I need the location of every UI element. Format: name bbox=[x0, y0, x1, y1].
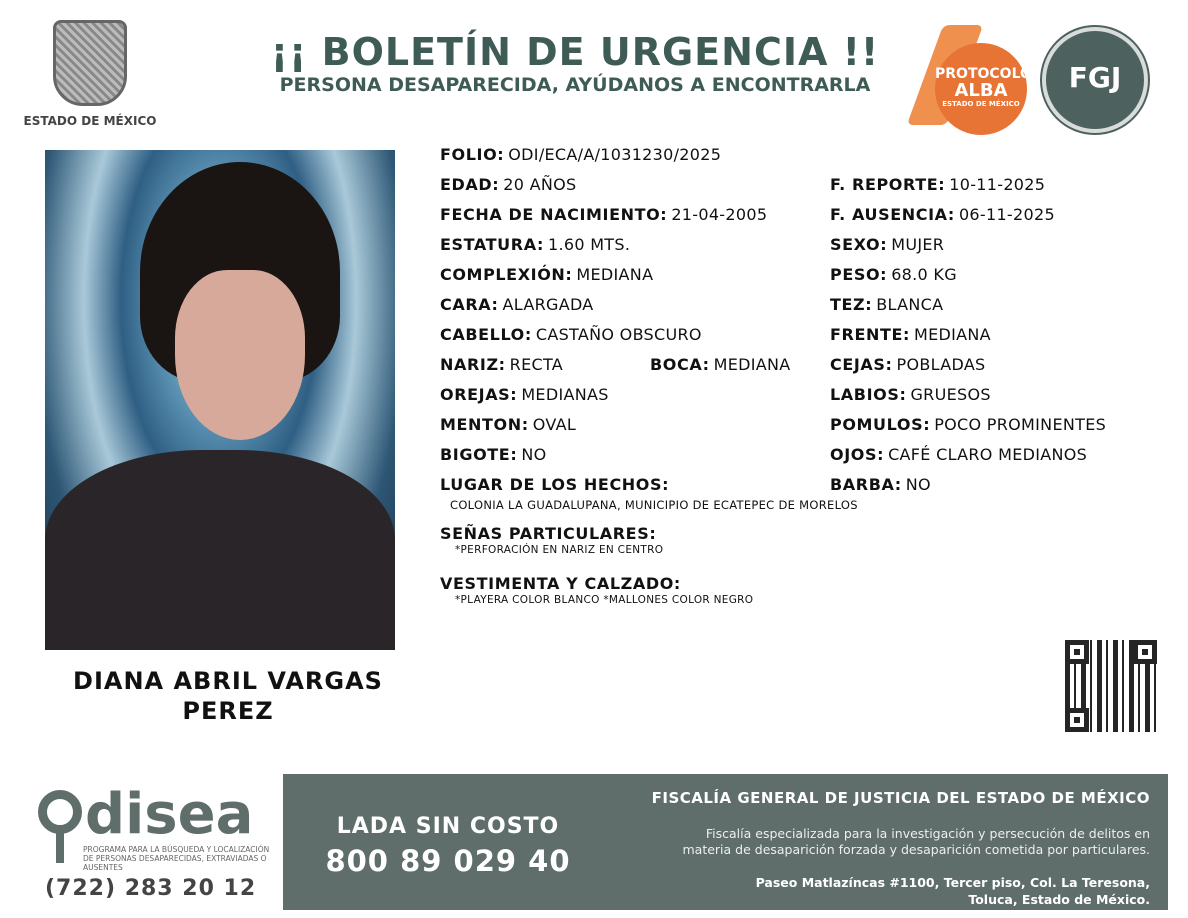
odisea-logo bbox=[35, 782, 280, 872]
field-peso bbox=[830, 265, 957, 284]
cara-value: ALARGADA bbox=[502, 295, 594, 314]
frente-label: FRENTE: bbox=[830, 325, 911, 344]
senas-label: SEÑAS PARTICULARES: bbox=[440, 524, 657, 543]
cejas-value: POBLADAS bbox=[896, 355, 986, 374]
folio-value: ODI/ECA/A/1031230/2025 bbox=[508, 145, 722, 164]
nariz-label: NARIZ: bbox=[440, 355, 506, 374]
alba-line3: ESTADO DE MÉXICO bbox=[942, 99, 1020, 108]
fgj-description bbox=[682, 826, 1150, 858]
orejas-value: MEDIANAS bbox=[521, 385, 609, 404]
qr-code[interactable] bbox=[1065, 640, 1157, 732]
field-menton bbox=[440, 415, 576, 434]
estado-de-mexico-logo bbox=[20, 20, 160, 128]
page-subtitle: PERSONA DESAPARECIDA, AYÚDANOS A ENCONTRARLA bbox=[279, 74, 871, 96]
field-bigote bbox=[440, 445, 547, 464]
edad-label: EDAD: bbox=[440, 175, 500, 194]
field-complexion bbox=[440, 265, 653, 284]
orejas-label: OREJAS: bbox=[440, 385, 518, 404]
lugar-label: LUGAR DE LOS HECHOS: bbox=[440, 475, 670, 494]
name-line2: PEREZ bbox=[182, 697, 274, 725]
vestimenta-label: VESTIMENTA Y CALZADO: bbox=[440, 574, 681, 593]
map-pin-icon bbox=[38, 790, 82, 834]
field-orejas bbox=[440, 385, 609, 404]
field-f_reporte bbox=[830, 175, 1045, 194]
field-edad bbox=[440, 175, 577, 194]
senas-value: *PERFORACIÓN EN NARIZ EN CENTRO bbox=[455, 544, 664, 556]
field-labios bbox=[830, 385, 991, 404]
complexion-value: MEDIANA bbox=[576, 265, 654, 284]
estatura-value: 1.60 MTS. bbox=[547, 235, 631, 254]
footer-band bbox=[283, 774, 1168, 910]
name-line1: DIANA ABRIL VARGAS bbox=[73, 667, 383, 695]
fgj-address bbox=[756, 874, 1150, 908]
fgj-desc-1: Fiscalía especializada para la investigación y persecución de delitos en bbox=[705, 826, 1150, 841]
field-boca bbox=[650, 355, 791, 374]
labios-value: GRUESOS bbox=[910, 385, 991, 404]
f_ausencia-label: F. AUSENCIA: bbox=[830, 205, 955, 224]
complexion-label: COMPLEXIÓN: bbox=[440, 265, 573, 284]
field-nacimiento bbox=[440, 205, 767, 224]
alba-line2: ALBA bbox=[954, 79, 1008, 101]
fgj-desc-2: materia de desaparición forzada y desaparición cometida por particulares. bbox=[682, 842, 1150, 857]
address-1: Paseo Matlazíncas #1100, Tercer piso, Col. La Teresona, bbox=[755, 875, 1150, 890]
fgj-logo: FGJ bbox=[1042, 27, 1148, 133]
ojos-label: OJOS: bbox=[830, 445, 885, 464]
alba-badge bbox=[935, 43, 1032, 135]
odisea-word: disea bbox=[85, 782, 254, 847]
field-cabello bbox=[440, 325, 702, 344]
cara-label: CARA: bbox=[440, 295, 499, 314]
field-cara bbox=[440, 295, 594, 314]
nacimiento-label: FECHA DE NACIMIENTO: bbox=[440, 205, 668, 224]
field-folio bbox=[440, 145, 721, 164]
field-nariz bbox=[440, 355, 563, 374]
alba-line1: PROTOCOLO bbox=[935, 66, 1032, 82]
field-cejas bbox=[830, 355, 986, 374]
field-estatura bbox=[440, 235, 630, 254]
peso-label: PESO: bbox=[830, 265, 888, 284]
bigote-label: BIGOTE: bbox=[440, 445, 518, 464]
f_reporte-value: 10-11-2025 bbox=[949, 175, 1046, 194]
odisea-program: PROGRAMA PARA LA BÚSQUEDA Y LOCALIZACIÓN DE PERSONAS DESAPARECIDAS, EXTRAVIADAS O AUSENTES bbox=[83, 845, 270, 872]
lugar-value: COLONIA LA GUADALUPANA, MUNICIPIO DE ECATEPEC DE MORELOS bbox=[450, 498, 858, 512]
cabello-label: CABELLO: bbox=[440, 325, 532, 344]
vestimenta-value: *PLAYERA COLOR BLANCO *MALLONES COLOR NEGRO bbox=[455, 594, 754, 606]
nacimiento-value: 21-04-2005 bbox=[671, 205, 768, 224]
field-ojos bbox=[830, 445, 1087, 464]
f_reporte-label: F. REPORTE: bbox=[830, 175, 946, 194]
barba-label: BARBA: bbox=[830, 475, 902, 494]
menton-value: OVAL bbox=[532, 415, 577, 434]
odisea-phone[interactable]: (722) 283 20 12 bbox=[45, 876, 257, 901]
pomulos-label: POMULOS: bbox=[830, 415, 931, 434]
cabello-value: CASTAÑO OBSCURO bbox=[535, 325, 702, 344]
folio-label: FOLIO: bbox=[440, 145, 505, 164]
barba-value: NO bbox=[905, 475, 931, 494]
field-lugar bbox=[440, 475, 669, 494]
cejas-label: CEJAS: bbox=[830, 355, 893, 374]
field-pomulos bbox=[830, 415, 1106, 434]
f_ausencia-value: 06-11-2025 bbox=[958, 205, 1055, 224]
protocolo-alba-logo bbox=[905, 25, 1030, 135]
boca-label: BOCA: bbox=[650, 355, 710, 374]
field-barba bbox=[830, 475, 931, 494]
menton-label: MENTON: bbox=[440, 415, 529, 434]
fgj-title: FISCALÍA GENERAL DE JUSTICIA DEL ESTADO DE MÉXICO bbox=[651, 789, 1150, 807]
sexo-value: MUJER bbox=[891, 235, 945, 254]
lada-label: LADA SIN COSTO bbox=[336, 814, 560, 839]
field-f_ausencia bbox=[830, 205, 1055, 224]
edad-value: 20 AÑOS bbox=[503, 175, 577, 194]
person-name bbox=[45, 666, 411, 726]
ojos-value: CAFÉ CLARO MEDIANOS bbox=[888, 445, 1088, 464]
peso-value: 68.0 KG bbox=[891, 265, 957, 284]
estatura-label: ESTATURA: bbox=[440, 235, 544, 254]
person-photo bbox=[45, 150, 395, 650]
field-tez bbox=[830, 295, 943, 314]
coat-of-arms-icon bbox=[53, 20, 127, 106]
tez-label: TEZ: bbox=[830, 295, 873, 314]
boca-value: MEDIANA bbox=[713, 355, 791, 374]
field-frente bbox=[830, 325, 991, 344]
state-label: ESTADO DE MÉXICO bbox=[23, 114, 157, 128]
nariz-value: RECTA bbox=[509, 355, 564, 374]
pomulos-value: POCO PROMINENTES bbox=[934, 415, 1107, 434]
tez-value: BLANCA bbox=[876, 295, 944, 314]
frente-value: MEDIANA bbox=[914, 325, 991, 344]
address-2: Toluca, Estado de México. bbox=[968, 892, 1150, 907]
page-title: ¡¡ BOLETÍN DE URGENCIA !! bbox=[270, 30, 880, 74]
sexo-label: SEXO: bbox=[830, 235, 888, 254]
field-sexo bbox=[830, 235, 944, 254]
bigote-value: NO bbox=[521, 445, 547, 464]
lada-number[interactable]: 800 89 029 40 bbox=[325, 844, 571, 878]
labios-label: LABIOS: bbox=[830, 385, 907, 404]
